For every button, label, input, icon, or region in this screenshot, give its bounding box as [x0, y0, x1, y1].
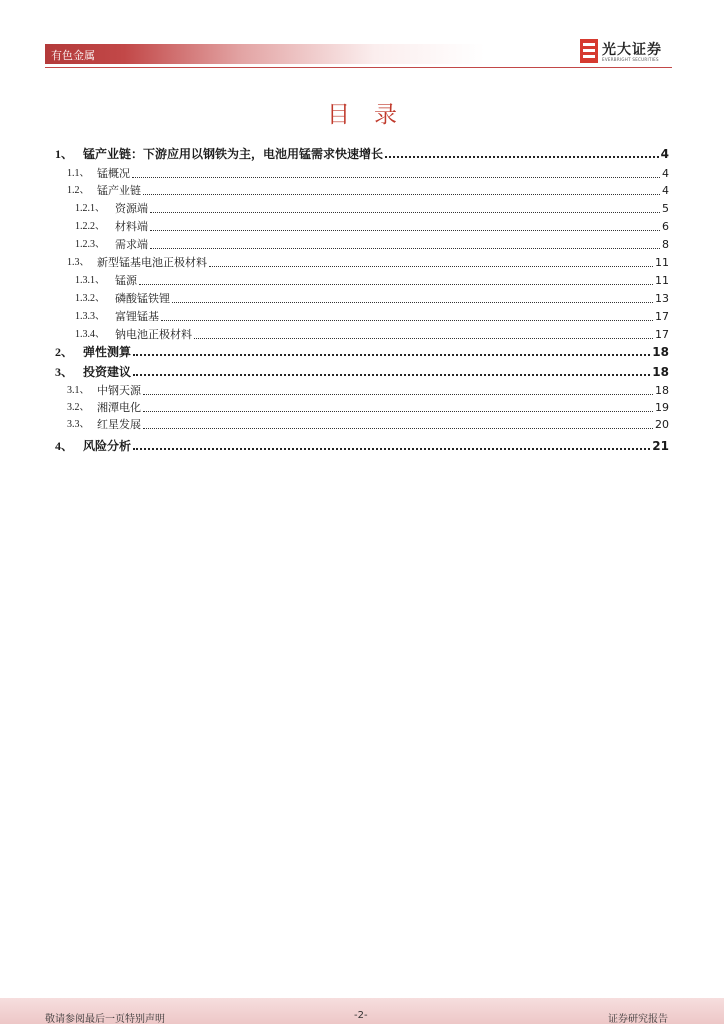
toc-entry-number: 1.3.2、 — [75, 293, 105, 304]
toc-entry-page: 4 — [660, 147, 669, 161]
toc-entry[interactable] — [55, 307, 669, 324]
toc-leader-dots — [194, 337, 653, 339]
toc-entry-label: 新型锰基电池正极材料 — [97, 256, 207, 269]
toc-entry-page: 18 — [652, 365, 669, 379]
toc-entry-number: 1.3.1、 — [75, 275, 105, 286]
toc-entry[interactable] — [55, 181, 669, 198]
toc-entry-label: 材料端 — [115, 220, 148, 233]
toc-entry[interactable] — [55, 398, 669, 415]
toc-entry-page: 13 — [655, 292, 669, 305]
toc-entry[interactable] — [55, 325, 669, 342]
toc-entry-label: 弹性测算 — [83, 345, 132, 359]
toc-entry[interactable] — [55, 235, 669, 252]
toc-entry-number: 3.2、 — [67, 402, 90, 413]
toc-entry-page: 17 — [655, 328, 669, 341]
toc-entry-label: 锰产业链：下游应用以钢铁为主，电池用锰需求快速增长 — [83, 147, 384, 161]
toc-leader-dots — [132, 176, 660, 178]
toc-entry-page: 6 — [662, 220, 669, 233]
page-number: -2- — [354, 1010, 368, 1021]
toc-entry-label: 中钢天源 — [97, 384, 141, 397]
toc-entry-label: 锰源 — [115, 274, 137, 287]
toc-entry-number: 1.3.4、 — [75, 329, 105, 340]
toc-entry-page: 21 — [652, 439, 669, 453]
brand-logo — [580, 38, 675, 66]
toc-entry-number: 1.2、 — [67, 185, 90, 196]
section-label: 有色金属 — [51, 49, 95, 62]
toc-leader-dots — [143, 410, 653, 412]
footer — [0, 998, 724, 1024]
toc-leader-dots — [172, 301, 653, 303]
toc-entry[interactable] — [55, 144, 669, 161]
toc-leader-dots — [150, 247, 660, 249]
toc-entry-label: 红星发展 — [97, 418, 141, 431]
everbright-logo-icon — [580, 39, 598, 63]
toc-leader-dots — [133, 447, 650, 450]
toc-leader-dots — [133, 373, 650, 376]
toc-entry-page: 4 — [662, 184, 669, 197]
toc-leader-dots — [150, 229, 660, 231]
toc-leader-dots — [150, 211, 660, 213]
toc-leader-dots — [139, 283, 653, 285]
toc-entry[interactable] — [55, 217, 669, 234]
toc-entry-number: 1.2.2、 — [75, 221, 105, 232]
toc-entry-page: 19 — [655, 401, 669, 414]
toc-leader-dots — [161, 319, 653, 321]
toc-leader-dots — [209, 265, 653, 267]
header-section-band — [45, 44, 485, 64]
toc-entry-label: 风险分析 — [83, 439, 132, 453]
header-divider — [45, 67, 672, 68]
toc-entry-number: 2、 — [55, 345, 74, 359]
toc-entry[interactable] — [55, 342, 669, 359]
toc-entry[interactable] — [55, 289, 669, 306]
toc-entry-page: 20 — [655, 418, 669, 431]
footer-disclaimer: 敬请参阅最后一页特别声明 — [45, 1014, 165, 1025]
toc-entry-label: 锰概况 — [97, 167, 130, 180]
toc-entry-label: 磷酸锰铁锂 — [115, 292, 170, 305]
toc-entry-label: 需求端 — [115, 238, 148, 251]
toc-entry-number: 3.3、 — [67, 419, 90, 430]
toc-entry[interactable] — [55, 415, 669, 432]
toc-entry-page: 11 — [655, 256, 669, 269]
toc-entry-label: 资源端 — [115, 202, 148, 215]
toc-leader-dots — [385, 155, 659, 158]
toc-leader-dots — [143, 427, 653, 429]
toc-entry-page: 18 — [652, 345, 669, 359]
toc-entry-number: 1.1、 — [67, 168, 90, 179]
toc-entry-number: 1.2.1、 — [75, 203, 105, 214]
toc-entry-page: 17 — [655, 310, 669, 323]
toc-entry-page: 8 — [662, 238, 669, 251]
footer-doc-type: 证券研究报告 — [608, 1014, 668, 1025]
toc-entry-number: 1、 — [55, 147, 74, 161]
toc-leader-dots — [133, 353, 650, 356]
toc-entry-page: 18 — [655, 384, 669, 397]
toc-entry[interactable] — [55, 164, 669, 181]
brand-subtitle: EVERBRIGHT SECURITIES — [602, 57, 659, 62]
toc-entry-number: 3.1、 — [67, 385, 90, 396]
toc-entry[interactable] — [55, 381, 669, 398]
toc-entry[interactable] — [55, 436, 669, 453]
toc-entry-number: 1.3、 — [67, 257, 90, 268]
toc-entry[interactable] — [55, 362, 669, 379]
toc-entry-number: 3、 — [55, 365, 74, 379]
toc-entry-label: 锰产业链 — [97, 184, 141, 197]
toc-entry-label: 富锂锰基 — [115, 310, 159, 323]
toc-entry-page: 5 — [662, 202, 669, 215]
toc-entry[interactable] — [55, 199, 669, 216]
toc-entry[interactable] — [55, 253, 669, 270]
toc-entry-number: 1.2.3、 — [75, 239, 105, 250]
toc-leader-dots — [143, 393, 653, 395]
toc-entry-label: 湘潭电化 — [97, 401, 141, 414]
toc-entry-number: 4、 — [55, 439, 74, 453]
brand-name: 光大证券 — [602, 42, 662, 58]
toc-leader-dots — [143, 193, 660, 195]
toc-entry-page: 4 — [662, 167, 669, 180]
toc-entry-number: 1.3.3、 — [75, 311, 105, 322]
toc-entry-label: 投资建议 — [83, 365, 132, 379]
toc-title: 目录 — [327, 102, 421, 128]
toc-entry-label: 钠电池正极材料 — [115, 328, 192, 341]
toc-entry[interactable] — [55, 271, 669, 288]
toc-entry-page: 11 — [655, 274, 669, 287]
